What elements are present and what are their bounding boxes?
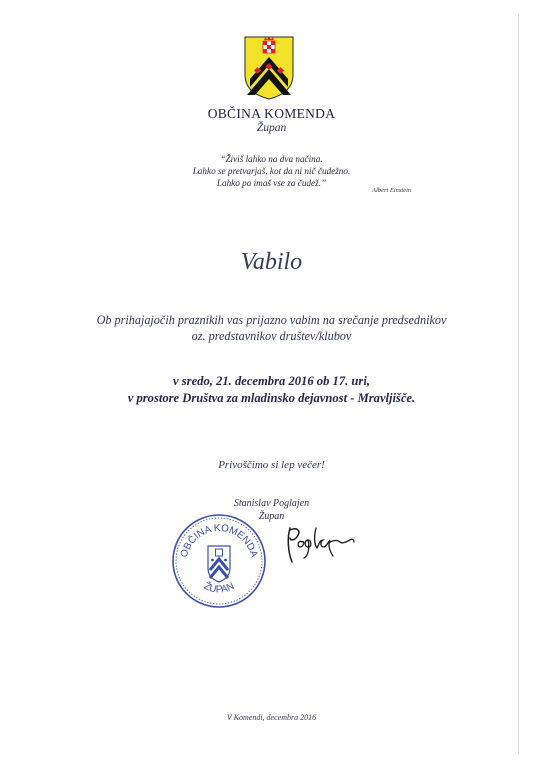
stamp-top-text: OBČINA KOMENDA — [178, 522, 260, 559]
official-stamp-icon — [170, 512, 268, 610]
signer-name: Stanislav Poglajen — [233, 498, 310, 509]
quote-line-2: Lahko se pretvarjaš, kot da ni nič čudežno. — [192, 166, 351, 176]
quote-line-1: “Živiš lahko na dva načina. — [220, 154, 323, 164]
quote-line-3: Lahko pa imaš vse za čudež.” — [216, 178, 327, 188]
intro-line-2: oz. predstavnikov društev/klubov — [191, 329, 352, 343]
event-date-line: v sredo, 21. decembra 2016 ob 17. uri, — [173, 374, 370, 388]
intro-line-1: Ob prihajajočih praznikih vas prijazno vabim na srečanje predsednikov — [96, 313, 447, 327]
stamp-bottom-text: ŽUPAN — [201, 580, 237, 596]
event-location-line: v prostore Društva za mladinsko dejavnost - Mravljišče. — [127, 391, 416, 405]
document-title: Vabilo — [240, 249, 303, 275]
quote-author: Albert Einstein — [372, 187, 412, 194]
signer-role: Župan — [258, 511, 285, 522]
office-title: Župan — [256, 122, 287, 134]
handwritten-signature-icon — [284, 524, 356, 564]
municipality-name: OBČINA KOMENDA — [207, 106, 336, 121]
closing-wish: Privoščimo si lep večer! — [218, 459, 325, 471]
coat-of-arms-icon — [243, 35, 295, 101]
place-and-date: V Komendi, decembra 2016 — [226, 713, 317, 722]
